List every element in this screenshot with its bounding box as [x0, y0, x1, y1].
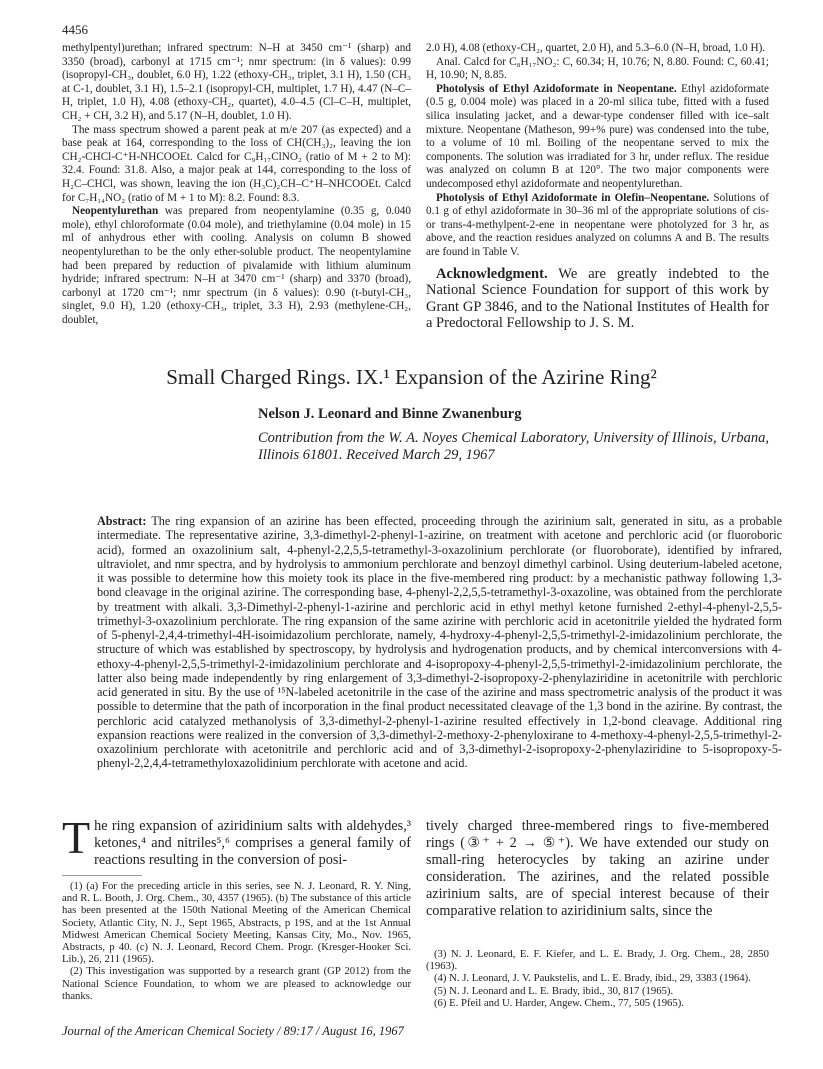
right-experimental-column	[426, 42, 769, 332]
neopentylurethan-heading: Neopentylurethan	[72, 205, 159, 218]
journal-footer: Journal of the American Chemical Society / 89:17 / August 16, 1967	[62, 1024, 404, 1038]
photolysis-olefin-heading: Photolysis of Ethyl Azidoformate in Olefin–Neopentane.	[436, 191, 710, 204]
intro-left-column	[62, 812, 411, 1002]
paragraph-analysis: Anal. Calcd for C₈H₁₇NO₂: C, 60.34; H, 10.76; N, 8.80. Found: C, 60.41; H, 10.90; N, 8.85.	[426, 55, 769, 82]
acknowledgment-text: We are greatly indebted to the National Science Foundation for support of this work by Grant GP 3846, and to the National Institutes of Health for a Predoctoral Fellowship to J. S. M.	[426, 265, 769, 331]
paragraph-photolysis-olefin	[426, 192, 769, 260]
intro-left-text: he ring expansion of aziridinium salts with aldehydes,³ ketones,⁴ and nitriles⁵,⁶ comprises a general family of reactions resulting in the conversion of posi-	[94, 818, 411, 868]
footnote-1: (1) (a) For the preceding article in this series, see N. J. Leonard, R. Y. Ning, and R. L. Booth, J. Org. Chem., 30, 4357 (1965). (b) The substance of this article has been presented at the 150th National Meeting of the American Chemical Society, Atlantic City, N. J., Sept 1965, Abstracts, p 19S, and at the 1st Annual Midwest American Chemical Society Meeting, Kansas City, Mo., Nov. 1965, Abstracts, p 40. (c) N. J. Leonard, Record Chem. Progr. (Kresger-Hooker Sci. Lib.), 26, 211 (1965).	[62, 880, 411, 966]
paragraph-urethan-spectrum: methylpentyl)urethan; infrared spectrum: N–H at 3450 cm⁻¹ (sharp) and 3350 (broad), carbonyl at 1715 cm⁻¹; nmr spectrum: (in δ values): 0.99 (isopropyl-CH₃, doublet, 6.0 H), 1.22 (ethoxy-CH₃, triplet, 3.1 H), 1.50 (CH₃ at C-1, doublet, 3.1 H), 1.5–2.1 (isopropyl-CH, multiplet, 1.7 H), 4.47 (N–C–H, triplet, 1.0 H), 4.08 (ethoxy-CH₂, quartet), 4.0–4.5 (Cl–C–H, multiplet, CH₂ + CH, 3.2 H), and 5.17 (N–H, doublet, 1.0 H).	[62, 42, 411, 122]
abstract	[97, 514, 782, 771]
footnotes-right	[426, 948, 769, 1009]
paragraph-mass-spectrum: The mass spectrum showed a parent peak at m/e 207 (as expected) and a base peak at 164, corresponding to the loss of CH(CH₃)₂, leaving the ion CH₂-CHCl-C⁺H-NHCOOEt. Calcd for C₉H₁₇ClNO₂ (ratio of M + 2 to M): 32.4. Found: 31.8. Also, a major peak at 144, corresponding to the loss of H₂C–CHCl, was shown, leaving the ion (H₃C)₂CH–C⁺H–NHCOOEt. Calcd for C₇H₁₄NO₂ (ratio of M + 1 to M): 8.2. Found: 8.3.	[62, 123, 411, 204]
abstract-label: Abstract:	[97, 514, 147, 528]
intro-paragraph-right: tively charged three-membered rings to five-membered rings (③⁺ + 2 → ⑤⁺). We have extended our study on small-ring heterocycles by taking an azirine under consideration. The azirines, and the related possible azirinium salts, are of special interest because of their comparative relation to aziridinium salts, since the	[426, 818, 769, 919]
abstract-text: The ring expansion of an azirine has been effected, proceeding through the azirinium salt, generated in situ, as a probable intermediate. The representative azirine, 3,3-dimethyl-2-phenyl-1-azirine, on treatment with acetone and perchloric acid (or fluoroboric acid), formed an oxazolinium salt, 4-phenyl-2,2,5,5-tetramethyl-3-oxazolinium perchlorate (or fluoroborate), identified by infrared, ultraviolet, and nmr spectra, and by hydrolysis to ammonium perchlorate and benzoyl dimethyl carbinol. Using deuterium-labeled acetone, it was possible to determine how this moiety took its place in the five-membered ring product: by a mechanistic pathway following 1,3-bond cleavage in the original azirine. The corresponding base, 4-phenyl-2,2,5,5-tetramethyl-3-oxazoline, was obtained from the perchlorate by treatment with alkali. 3,3-Dimethyl-2-phenyl-1-azirine and perchloric acid in ethyl methyl ketone furnished 2-ethyl-4-phenyl-2,5,5-trimethyl-3-oxazolinium perchlorate. The ring expansion of the same azirine with perchloric acid in acetonitrile yielded the hydrated form of 5-phenyl-2,4,4-trimethyl-4H-isoimidazolium perchlorate, namely, 4-hydroxy-4-phenyl-2,5,5-trimethyl-2-imidazolinium perchlorate, the structure of which was established by spectroscopy, by hydrolysis and hydrogenation products, and by chemical interconversions with 4-ethoxy-4-phenyl-2,5,5-trimethyl-2-imidazolinium perchlorate and 4-isopropoxy-4-phenyl-2,5,5-trimethyl-2-imidazolinium perchlorate, the latter also being made independently by ring enlargement of 3,3-dimethyl-2-isopropoxy-2-phenylaziridine in acetonitrile with perchloric acid generated in situ. By the use of ¹⁵N-labeled acetonitrile in the case of the azirine and mass spectrometric analysis of the product it was possible to determine that the path of incorporation in the final product necessitated cleavage of the 1,3 bond in the azirine. By contrast, the perchloric acid catalyzed methanolysis of 3,3-dimethyl-2-phenyl-1-azirine resulted effectively in 1,2-bond cleavage. Additional ring expansion reactions were realized in the conversion of 3,3-dimethyl-2-methoxy-2-phenyloxirane to 4-methoxy-4-phenyl-2,5,5-trimethyl-2-oxazolinium perchlorate with acetonitrile and perchloric acid and of 3,3-dimethyl-2-isopropoxy-2-phenylaziridine to 5-isopropoxy-5-phenyl-2,2,4,4-tetramethyloxazolidinium perchlorate with acetone and acid.	[97, 514, 782, 771]
footnote-2: (2) This investigation was supported by a research grant (GP 2012) from the National Science Foundation, to whom we are pleased to acknowledge our thanks.	[62, 965, 411, 1002]
intro-paragraph-left	[62, 812, 411, 869]
neopentylurethan-text: was prepared from neopentylamine (0.35 g, 0.040 mole), ethyl chloroformate (0.04 mole), and triethylamine (0.04 mole) in 15 ml of anhydrous ether with cooling. Analysis on column B showed neopentylurethan to be the only ether-soluble product. The neopentylamine had been prepared by reduction of pivalamide with lithium aluminum hydride; infrared spectrum: N–H at 3470 cm⁻¹ (sharp) and 3370 (broad), carbonyl at 1720 cm⁻¹; nmr spectrum (in δ values): 0.90 (t-butyl-CH₃, singlet, 9.0 H), 1.20 (ethoxy-CH₃, triplet, 3.3 H), 2.93 (methylene-CH₂, doublet,	[62, 205, 411, 326]
footnote-6: (6) E. Pfeil and U. Harder, Angew. Chem., 77, 505 (1965).	[434, 996, 684, 1009]
intro-right-column	[426, 818, 769, 1009]
paragraph-photolysis-neopentane	[426, 83, 769, 192]
acknowledgment-section	[426, 266, 769, 332]
footnote-5: (5) N. J. Leonard and L. E. Brady, ibid., 30, 817 (1965).	[434, 984, 674, 997]
footnote-3: (3) N. J. Leonard, E. F. Kiefer, and L. E. Brady, J. Org. Chem., 28, 2850 (1963).	[426, 948, 769, 973]
footnote-rule	[62, 875, 142, 876]
article-affiliation: Contribution from the W. A. Noyes Chemical Laboratory, University of Illinois, Urbana, Illinois 61801. Received March 29, 1967	[258, 430, 769, 463]
acknowledgment-paragraph	[426, 266, 769, 332]
photolysis-olefin-text: Solutions of 0.1 g of ethyl azidoformate in 30–36 ml of the appropriate solutions of cis- or trans-4-methylpent-2-ene in neopentane were photolyzed for 3 hr, as above, and the reaction residues analyzed on columns A and B. The results are found in Table V.	[426, 191, 769, 258]
left-experimental-column	[62, 42, 411, 327]
photolysis-neopentane-text: Ethyl azidoformate (0.5 g, 0.004 mole) was placed in a 20-ml silica tube, fitted with a fused silica insulating jacket, and a dewar-type condenser filled with ice–salt mixture. Neopentane (Matheson, 99+% pure) was condensed into the tube, to a volume of 10 ml. Boiling of the neopentane served to mix the components. The solution was irradiated for 3 hr, under reflux. The residue was analyzed on column B at 120°. The two major components were undecomposed ethyl azidoformate and neopentylurethan.	[426, 82, 769, 190]
acknowledgment-heading: Acknowledgment.	[436, 265, 548, 282]
paragraph-neopentylurethan	[62, 205, 411, 327]
article-authors: Nelson J. Leonard and Binne Zwanenburg	[258, 406, 522, 422]
footnote-4: (4) N. J. Leonard, J. V. Paukstelis, and L. E. Brady, ibid., 29, 3383 (1964).	[434, 972, 751, 985]
paragraph-continued: 2.0 H), 4.08 (ethoxy-CH₂, quartet, 2.0 H), and 5.3–6.0 (N–H, broad, 1.0 H).	[426, 42, 766, 54]
drop-cap: T	[62, 812, 91, 863]
photolysis-neopentane-heading: Photolysis of Ethyl Azidoformate in Neopentane.	[436, 82, 677, 95]
footnotes-left	[62, 880, 411, 1002]
article-title: Small Charged Rings. IX.¹ Expansion of the Azirine Ring²	[166, 365, 657, 389]
page-number: 4456	[62, 22, 88, 37]
